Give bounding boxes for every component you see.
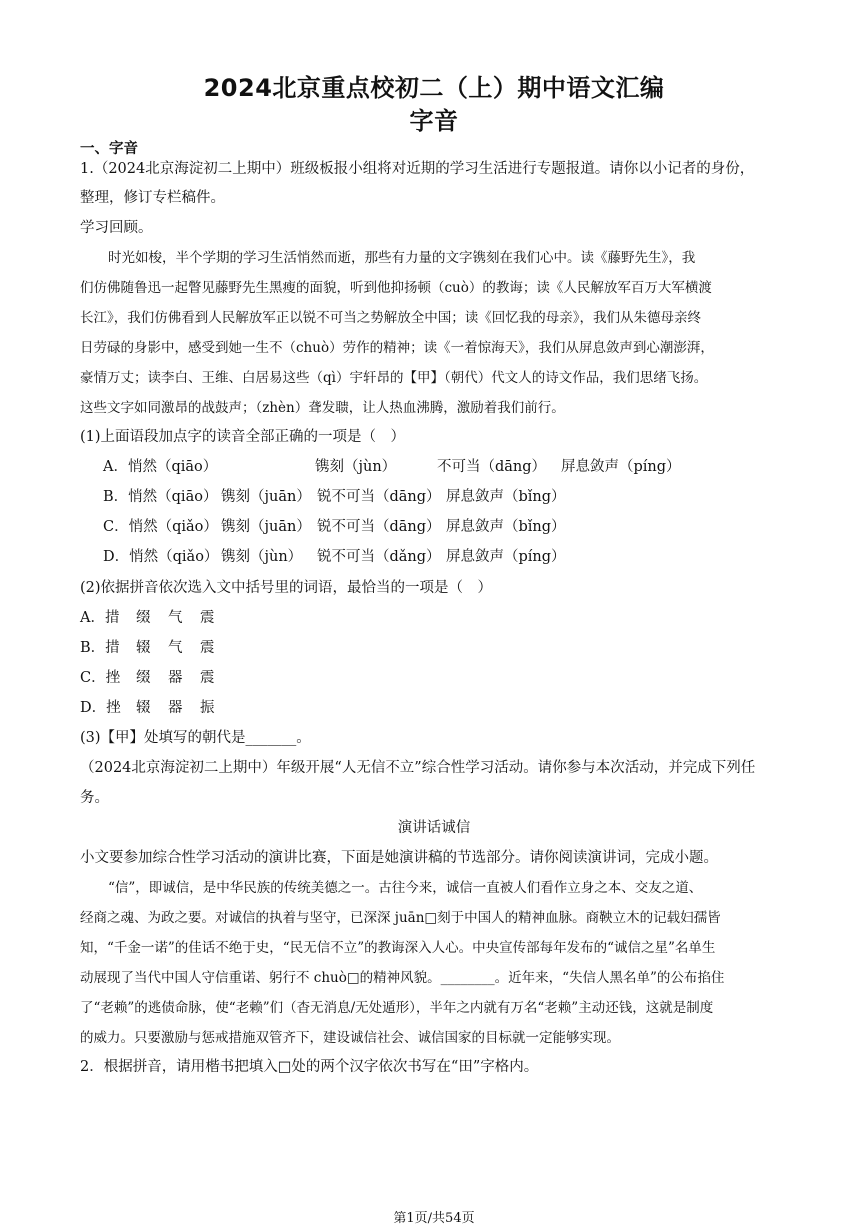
- q2-intro-line-2: 务。: [80, 790, 109, 806]
- q2-passage-line: 知，“千金一诺”的佳话不绝于史，“民无信不立”的教诲深入人心。中央宣传部每年发布的“诚信之星”名单生: [80, 940, 716, 956]
- q2-task: 2．根据拼音，请用楷书把填入□处的两个汉字依次书写在“田”字格内。: [80, 1059, 539, 1075]
- q1-passage-line: 这些文字如同激昂的战鼓声；（zhèn）聋发聩，让人热血沸腾，激励着我们前行。: [80, 400, 565, 416]
- q1-sub2-option-a: A．措 缀 气 震: [80, 610, 215, 626]
- q1-sub2-option-d: D．挫 辍 器 振: [80, 700, 215, 716]
- q1-intro-line-1: 1.（2024北京海淀初二上期中）班级板报小组将对近期的学习生活进行专题报道。请你以小记者的身份，: [80, 161, 755, 177]
- q1-passage-line: 日劳碌的身影中，感受到她一生不（chuò）劳作的精神；读《一着惊海天》，我们从屏息敛声到心潮澎湃，: [80, 340, 714, 356]
- page-number: 第1页/共54页: [393, 1211, 475, 1226]
- q1-passage-line: 时光如梭，半个学期的学习生活悄然而逝，那些有力量的文字镌刻在我们心中。读《藤野先生》，我: [108, 250, 696, 266]
- q1-passage-line: 豪情万丈；读李白、王维、白居易这些（qì）宇轩昂的【甲】（朝代）代文人的诗文作品，我们思绪飞扬。: [80, 370, 708, 386]
- q1-sub2-option-c: C．挫 缀 器 震: [80, 670, 215, 686]
- q1-sub1-option-d: D．悄然（qiǎo） 镌刻（jùn） 锐不可当（dǎng） 屏息敛声（píng）: [103, 549, 566, 565]
- q1-intro-line-2: 整理，修订专栏稿件。: [80, 190, 225, 206]
- q1-sub1-option-b: B．悄然（qiāo） 镌刻（juān） 锐不可当（dāng） 屏息敛声（bǐng）: [103, 489, 566, 505]
- q1-subhead: 学习回顾。: [80, 220, 153, 236]
- q2-passage-line: 的威力。只要激励与惩戒措施双管齐下，建设诚信社会、诚信国家的目标就一定能够实现。: [80, 1030, 620, 1046]
- q1-sub3-stem: (3)【甲】处填写的朝代是_______。: [80, 730, 311, 746]
- q1-sub2-option-b: B．措 辍 气 震: [80, 640, 215, 656]
- q1-sub1-option-c: C．悄然（qiǎo） 镌刻（juān） 锐不可当（dāng） 屏息敛声（bǐng）: [103, 519, 566, 535]
- q2-passage-line: 经商之魂、为政之要。对诚信的执着与坚守，已深深 juān□刻于中国人的精神血脉。商鞅立木的记载妇孺皆: [80, 910, 721, 926]
- q2-lead: 小文要参加综合性学习活动的演讲比赛，下面是她演讲稿的节选部分。请你阅读演讲词，完成小题。: [80, 850, 718, 866]
- q2-intro-line-1: （2024北京海淀初二上期中）年级开展“人无信不立”综合性学习活动。请你参与本次活动，并完成下列任: [80, 760, 756, 776]
- q1-sub1-stem: (1)上面语段加点字的读音全部正确的一项是（ ）: [80, 429, 406, 445]
- page-title: 2024北京重点校初二（上）期中语文汇编: [203, 74, 665, 102]
- section-heading: 一、字音: [80, 141, 138, 157]
- answer-blank: _______: [245, 730, 297, 746]
- q2-passage-line: 了“老赖”的逃债命脉，使“老赖”们（杳无消息/无处遁形），半年之内就有万名“老赖”主动还钱，这就是制度: [80, 1000, 714, 1016]
- speech-heading: 演讲话诚信: [397, 820, 471, 836]
- q1-sub1-option-a: A．悄然（qiāo） 镌刻（jùn） 不可当（dāng） 屏息敛声（píng）: [103, 459, 681, 475]
- q1-sub2-stem: (2)依据拼音依次选入文中括号里的词语，最恰当的一项是（ ）: [80, 580, 493, 596]
- page-subtitle: 字音: [409, 107, 459, 135]
- q1-passage-line: 们仿佛随鲁迅一起瞥见藤野先生黑瘦的面貌，听到他抑扬顿（cuò）的教诲；读《人民解放军百万大军横渡: [80, 280, 712, 296]
- q1-passage-line: 长江》，我们仿佛看到人民解放军正以锐不可当之势解放全中国；读《回忆我的母亲》，我们从朱德母亲终: [80, 310, 701, 326]
- q2-passage-line: “信”，即诚信，是中华民族的传统美德之一。古往今来，诚信一直被人们看作立身之本、交友之道、: [108, 880, 703, 896]
- q2-passage-line: 动展现了当代中国人守信重诺、躬行不 chuò□的精神风貌。________。近年来，“失信人黑名单”的公布掐住: [80, 970, 725, 986]
